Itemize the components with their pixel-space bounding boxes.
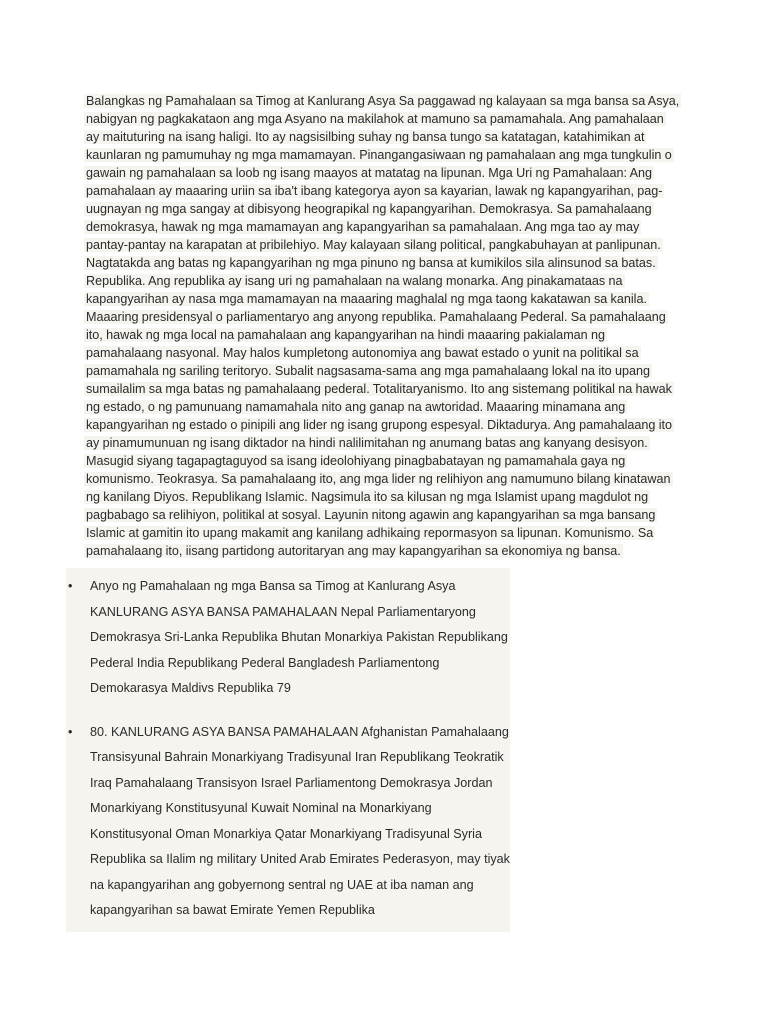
bullet-item-2: [66, 714, 510, 932]
bullet-item-1: [66, 568, 510, 710]
bullet-marker-icon: •: [68, 724, 73, 739]
bullet-marker-icon: •: [68, 579, 73, 593]
bullet-text: Anyo ng Pamahalaan ng mga Bansa sa Timog at Kanlurang Asya KANLURANG ASYA BANSA PAMAHALAAN Nepal Parliamentaryong Demokrasya Sri-Lanka Republika Bhutan Monarkiya Pakistan Republikang Pederal India Republikang Pederal Bangladesh Parliamentong Demokarasya Maldivs Republika 79: [90, 579, 508, 695]
main-paragraph-block: [84, 92, 680, 560]
bullet-list: [66, 568, 510, 932]
bullet-text: 80. KANLURANG ASYA BANSA PAMAHALAAN Afghanistan Pamahalaang Transisyunal Bahrain Monarkiyang Tradisyunal Iran Republikang Teokratik Iraq Pamahalaang Transisyon Israel Parliamentong Demokrasya Jordan Monarkiyang Konstitusyunal Kuwait Nominal na Monarkiyang Konstitusyonal Oman Monarkiya Qatar Monarkiyang Tradisyunal Syria Republika sa Ilalim ng military United Arab Emirates Pederasyon, may tiyak na kapangyarihan ang gobyernong sentral ng UAE at iba naman ang kapangyarihan sa bawat Emirate Yemen Republika: [90, 724, 510, 917]
main-paragraph: Balangkas ng Pamahalaan sa Timog at Kanlurang Asya Sa paggawad ng kalayaan sa mga bansa sa Asya, nabigyan ng pagkakataon ang mga Asyano na makilahok at mamuno sa pamamahala. Ang pamahalaan ay maituturing na isang haligi. Ito ay nagsisilbing suhay ng bansa tungo sa katatagan, katahimikan at kaunlaran ng pamumuhay ng mga mamamayan. Pinangangasiwaan ng pamahalaan ang mga tungkulin o gawain ng pamahalaan sa loob ng isang maayos at matatag na lipunan. Mga Uri ng Pamahalaan: Ang pamahalaan ay maaaring uriin sa iba't ibang kategorya ayon sa kayarian, lawak ng kapangyarihan, pag-uugnayan ng mga sangay at dibisyong heograpikal ng kapangyarihan. Demokrasya. Sa pamahalaang demokrasya, hawak ng mga mamamayan ang kapangyarihan sa pamahalaan. Ang mga tao ay may pantay-pantay na karapatan at pribilehiyo. May kalayaan silang political, pangkabuhayan at panlipunan. Nagtatakda ang batas ng kapangyarihan ng mga pinuno ng bansa at kumikilos sila alinsunod sa batas. Republika. Ang republika ay isang uri ng pamahalaan na walang monarka. Ang pinakamataas na kapangyarihan ay nasa mga mamamayan na maaaring maghalal ng mga taong kakatawan sa kanila. Maaaring presidensyal o parliamentaryo ang anyong republika. Pamahalaang Pederal. Sa pamahalaang ito, hawak ng mga local na pamahalaan ang kapangyarihan na hindi maaaring pakialaman ng pamahalaang nasyonal. May halos kumpletong autonomiya ang bawat estado o yunit na politikal sa pamamahala ng sariling teritoryo. Subalit nagsasama-sama ang mga pamahalaang lokal na ito upang sumailalim sa mga batas ng pamahalaang pederal. Totalitaryanismo. Ito ang sistemang politikal na hawak ng estado, o ng pamunuang namamahala nito ang ganap na awtoridad. Maaaring minamana ang kapangyarihan ng estado o pinipili ang lider ng isang grupong espesyal. Diktadurya. Ang pamahalaang ito ay pinamumunuan ng isang diktador na hindi nalilimitahan ng anumang batas ang kanyang desisyon. Masugid siyang tagapagtaguyod sa isang ideolohiyang pinagbabatayan ng pamamahala gaya ng komunismo. Teokrasya. Sa pamahalaang ito, ang mga lider ng relihiyon ang namumuno bilang kinatawan ng kanilang Diyos. Republikang Islamic. Nagsimula ito sa kilusan ng mga Islamist upang magdulot ng pagbabago sa relihiyon, politikal at sosyal. Layunin nitong agawin ang kapangyarihan sa mga bansang Islamic at gamitin ito upang makamit ang kanilang adhikaing repormasyon sa lipunan. Komunismo. Sa pamahalaang ito, iisang partidong autoritaryan ang may kapangyarihan sa ekonomiya ng bansa.: [86, 94, 680, 558]
